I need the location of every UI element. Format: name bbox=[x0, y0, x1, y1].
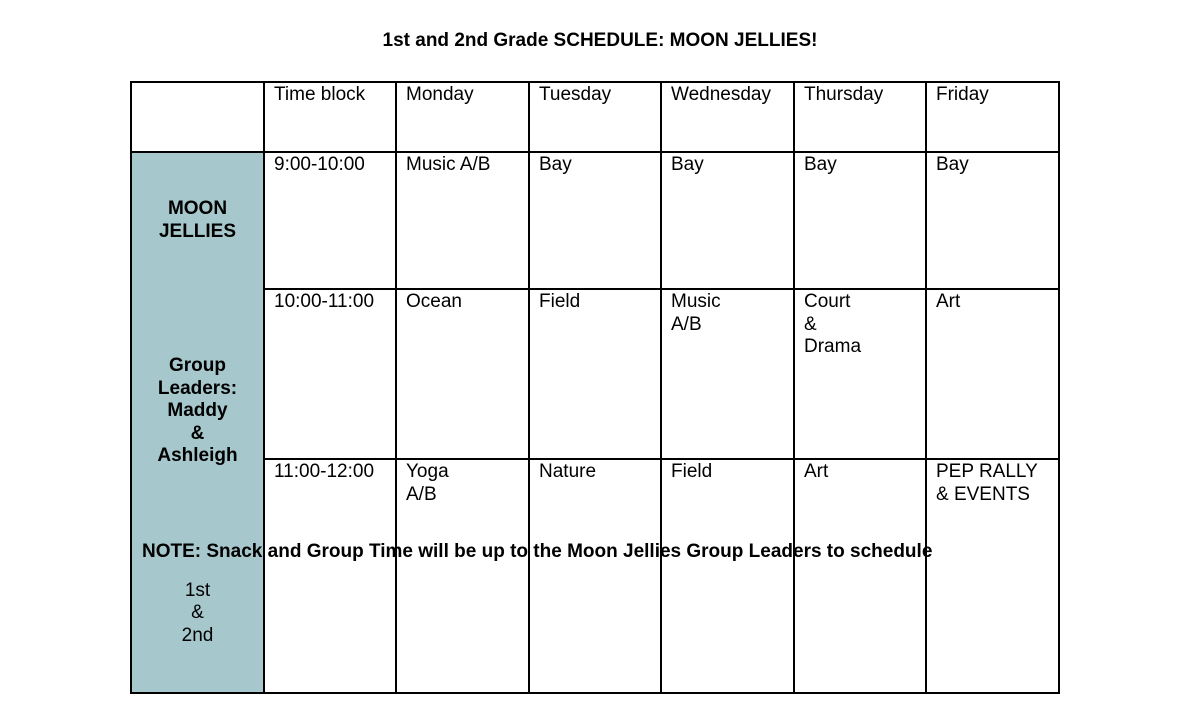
table-cell: Music A/B bbox=[661, 289, 794, 459]
table-cell: Bay bbox=[926, 152, 1059, 289]
header-cell-friday: Friday bbox=[926, 82, 1059, 152]
table-cell: Nature bbox=[529, 459, 661, 693]
time-cell: 10:00-11:00 bbox=[264, 289, 396, 459]
table-cell: Art bbox=[926, 289, 1059, 459]
header-cell-time-block: Time block bbox=[264, 82, 396, 152]
header-row bbox=[131, 82, 1059, 152]
table-cell: Court & Drama bbox=[794, 289, 926, 459]
header-cell-empty bbox=[131, 82, 264, 152]
group-cell bbox=[131, 152, 264, 693]
table-cell: Music A/B bbox=[396, 152, 529, 289]
table-row bbox=[131, 459, 1059, 693]
time-cell: 11:00-12:00 bbox=[264, 459, 396, 693]
time-cell: 9:00-10:00 bbox=[264, 152, 396, 289]
header-cell-tuesday: Tuesday bbox=[529, 82, 661, 152]
table-cell: Field bbox=[661, 459, 794, 693]
header-cell-monday: Monday bbox=[396, 82, 529, 152]
header-cell-thursday: Thursday bbox=[794, 82, 926, 152]
table-row bbox=[131, 152, 1059, 289]
table-row bbox=[131, 289, 1059, 459]
table-cell: Bay bbox=[794, 152, 926, 289]
group-name: MOON JELLIES bbox=[158, 198, 237, 242]
header-cell-wednesday: Wednesday bbox=[661, 82, 794, 152]
schedule-note: NOTE: Snack and Group Time will be up to the Moon Jellies Group Leaders to schedule bbox=[142, 541, 933, 562]
schedule-table bbox=[130, 81, 1060, 694]
table-cell: Bay bbox=[661, 152, 794, 289]
table-cell: Bay bbox=[529, 152, 661, 289]
group-leaders: Group Leaders: Maddy & Ashleigh bbox=[157, 355, 238, 466]
table-cell: PEP RALLY & EVENTS bbox=[926, 459, 1059, 693]
page-title: 1st and 2nd Grade SCHEDULE: MOON JELLIES! bbox=[382, 30, 818, 51]
table-cell: Field bbox=[529, 289, 661, 459]
table-cell: Art bbox=[794, 459, 926, 693]
group-grade: 1st & 2nd bbox=[181, 579, 214, 646]
table-cell: Ocean bbox=[396, 289, 529, 459]
table-cell: Yoga A/B bbox=[396, 459, 529, 693]
